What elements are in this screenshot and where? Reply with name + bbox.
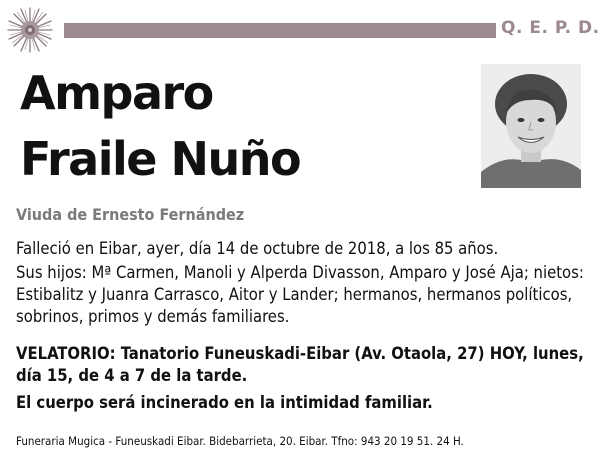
wake-details: VELATORIO: Tanatorio Funeuskadi-Eibar (Av. Otaola, 27) HOY, lunes, día 15, de 4 a 7 de la tarde.	[16, 344, 584, 385]
qepd-label: Q. E. P. D.	[501, 18, 600, 38]
thistle-flower-icon	[4, 4, 56, 56]
funeral-home-footer: Funeraria Mugica - Funeuskadi Eibar. Bidebarrieta, 20. Eibar. Tfno: 943 20 19 51. 24 H.	[16, 434, 464, 448]
deceased-portrait	[481, 64, 581, 188]
widow-of-line: Viuda de Ernesto Fernández	[16, 205, 245, 224]
family-list: Sus hijos: Mª Carmen, Manoli y Alperda Divasson, Amparo y José Aja; nietos: Estibalitz y Juanra Carrasco, Aitor y Lander; hermanos, hermanos políticos, sobrinos, primos y demás familiares.	[16, 263, 584, 326]
deceased-first-name: Amparo	[20, 66, 213, 120]
deceased-surnames: Fraile Nuño	[20, 132, 301, 186]
header-bar	[64, 23, 496, 38]
cremation-note: El cuerpo será incinerado en la intimidad familiar.	[16, 393, 433, 412]
death-notice: Falleció en Eibar, ayer, día 14 de octubre de 2018, a los 85 años.	[16, 239, 499, 258]
